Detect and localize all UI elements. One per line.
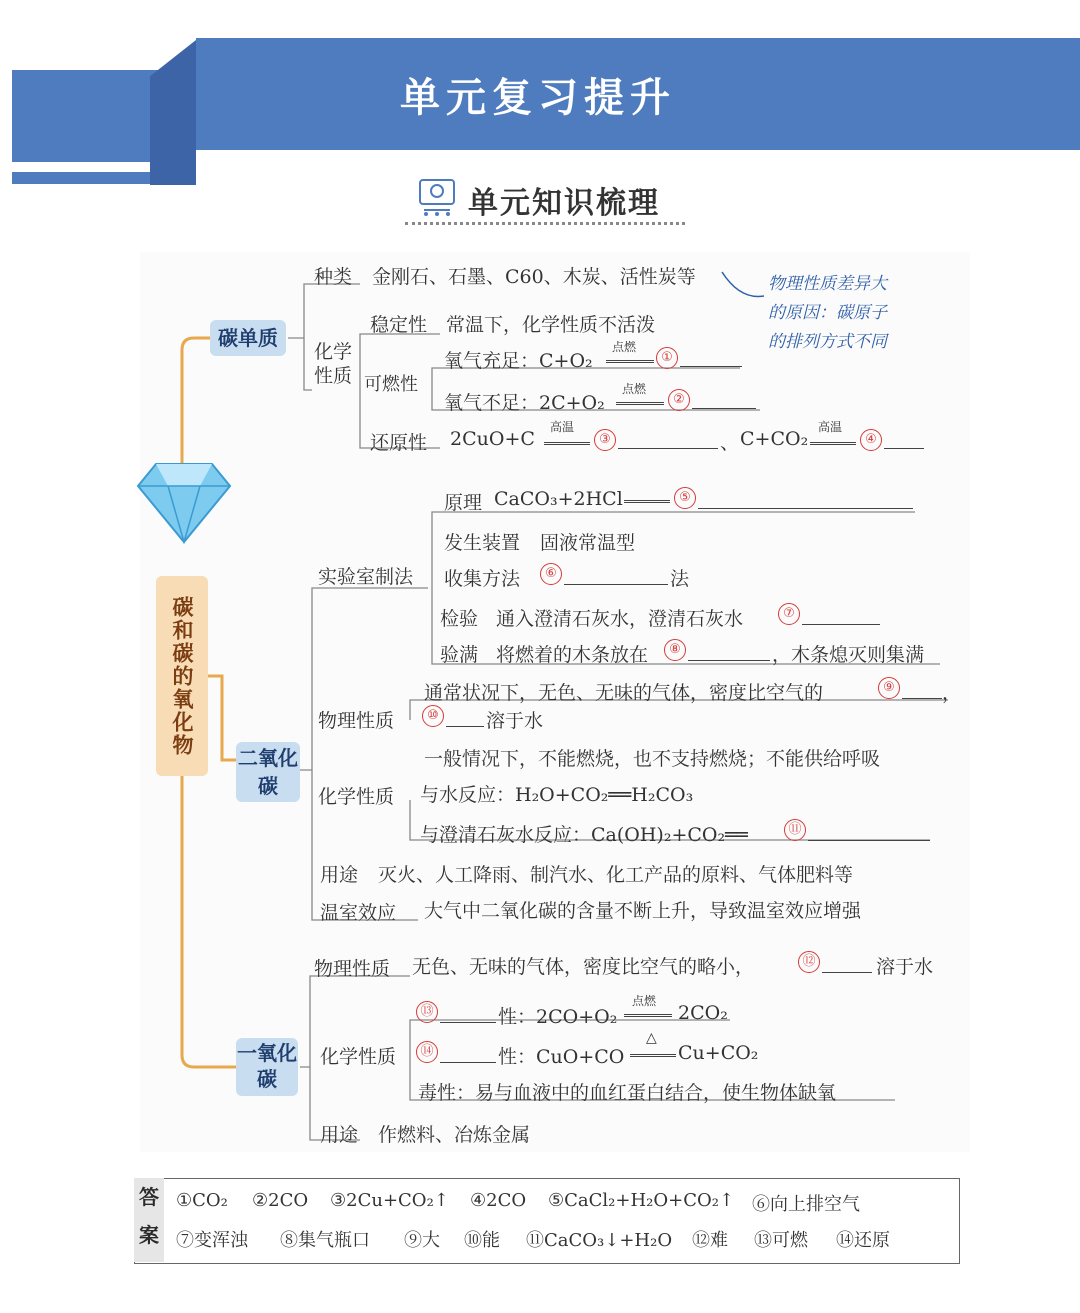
reduction-equation-2: C+CO₂ (740, 428, 809, 450)
answer-blank-8 (664, 638, 686, 661)
answer-item: ⑤CaCl₂+H₂O+CO₂↑ (548, 1190, 735, 1211)
test-value: 通入澄清石灰水，澄清石灰水 (496, 608, 744, 630)
note-line: 的排列方式不同 (768, 332, 887, 352)
blank-line (884, 448, 924, 449)
co-flammable-product: 2CO₂ (678, 1002, 728, 1024)
blank-number: ⑭ (416, 1041, 438, 1063)
answer-blank-3 (594, 428, 616, 451)
answer-item: ⑦变浑浊 (176, 1230, 248, 1251)
answer-item: ④2CO (470, 1190, 527, 1211)
answer-blank-11 (784, 818, 806, 841)
reduction-equation-1: 2CuO+C (450, 428, 535, 450)
chem-property-label: 化学性质 (314, 341, 353, 387)
phys-property-label: 物理性质 (314, 958, 391, 980)
blank-number: ⑫ (798, 951, 820, 973)
device-value: 固液常温型 (540, 532, 636, 554)
blank-line (822, 972, 872, 973)
blank-number: ⑥ (540, 563, 562, 585)
reduction-label: 还原性 (370, 432, 428, 454)
blank-number: ② (668, 389, 690, 411)
answer-blank-13 (416, 1000, 438, 1023)
stability-value: 常温下，化学性质不活泼 (446, 314, 656, 336)
blank-line (564, 584, 668, 585)
reaction-equals (616, 402, 664, 405)
phys-value: 无色、无味的气体，密度比空气的略小， (412, 956, 755, 978)
answer-blank-9 (878, 676, 900, 699)
use-value: 灭火、人工降雨、制汽水、化工产品的原料、气体肥料等 (378, 864, 854, 886)
reaction-equals (544, 442, 590, 445)
blank-number: ⑦ (778, 603, 800, 625)
phys-suffix: 溶于水 (876, 956, 934, 978)
collect-label: 收集方法 (444, 568, 521, 590)
answer-blank-7 (778, 602, 800, 625)
co-reduction-equation: 性：CuO+CO (498, 1046, 625, 1068)
chem-line-2: 与水反应：H₂O+CO₂══H₂CO₃ (420, 784, 694, 806)
full-label: 验满 (440, 644, 479, 666)
use-label: 用途 (320, 1124, 359, 1146)
answer-item: ⑥向上排空气 (752, 1194, 860, 1215)
reaction-equals (624, 1014, 672, 1017)
note-line: 的原因：碳原子 (768, 303, 887, 323)
burn-equation-2: 氧气不足：2C+O₂ (444, 392, 605, 414)
collect-suffix: 法 (670, 568, 690, 590)
co-flammable-equation: 性：2CO+O₂ (498, 1006, 618, 1028)
use-value: 作燃料、冶炼金属 (378, 1124, 531, 1146)
kind-value: 金刚石、石墨、C60、木炭、活性炭等 (372, 266, 696, 288)
separator: 、 (720, 432, 740, 454)
blank-line (698, 508, 913, 509)
full-value: 将燃着的木条放在 (496, 644, 649, 666)
greenhouse-label: 温室效应 (320, 902, 397, 924)
reaction-equals (606, 360, 654, 363)
answer-label-text: 答案 (139, 1185, 159, 1247)
condition-ignite: 点燃 (622, 382, 647, 396)
blank-number: ⑬ (416, 1001, 438, 1023)
diamond-icon (136, 462, 232, 548)
blank-number: ⑩ (422, 705, 444, 727)
condition-high-temp: 高温 (550, 420, 575, 434)
greenhouse-value: 大气中二氧化碳的含量不断上升，导致温室效应增强 (424, 900, 862, 922)
phys-line-2: 溶于水 (486, 710, 544, 732)
full-suffix: ，木条熄灭则集满 (772, 644, 925, 666)
node-carbon-dioxide: 二氧化碳 (236, 742, 300, 802)
flammability-label: 可燃性 (364, 374, 418, 395)
reaction-equals (630, 1054, 676, 1057)
answer-item: ③2Cu+CO₂↑ (330, 1190, 449, 1211)
answer-item: ①CO₂ (176, 1190, 228, 1211)
burn-equation-1: 氧气充足：C+O₂ (444, 350, 593, 372)
node-carbon-elements: 碳单质 (210, 320, 286, 356)
answer-item: ⑪CaCO₃↓+H₂O (526, 1230, 673, 1251)
section-heading: 单元知识梳理 (468, 186, 660, 221)
lab-prep-label: 实验室制法 (318, 566, 414, 588)
answer-item: ②2CO (252, 1190, 309, 1211)
page-title: 单元复习提升 (400, 75, 676, 121)
condition-ignite: 点燃 (612, 340, 637, 354)
note-physical-difference (768, 270, 887, 357)
blank-number: ④ (860, 429, 882, 451)
answer-item: ⑫难 (692, 1230, 728, 1251)
condition-heat: △ (646, 1030, 657, 1046)
blank-number: ⑧ (664, 639, 686, 661)
blank-line (688, 660, 770, 661)
condition-ignite: 点燃 (632, 994, 657, 1008)
answer-blank-14 (416, 1040, 438, 1063)
blank-line (440, 1062, 496, 1063)
co-toxicity: 毒性：易与血液中的血红蛋白结合，使生物体缺氧 (418, 1082, 837, 1104)
blank-line (808, 840, 930, 841)
condition-high-temp: 高温 (818, 420, 843, 434)
answer-blank-12 (798, 950, 820, 973)
blank-number: ⑤ (674, 487, 696, 509)
blank-number: ⑨ (878, 677, 900, 699)
device-label: 发生装置 (444, 532, 521, 554)
blank-number: ⑪ (784, 819, 806, 841)
chem-property-label: 化学性质 (318, 786, 395, 808)
answer-blank-2 (668, 388, 690, 411)
answer-blank-1 (656, 346, 678, 369)
phys-line-1: 通常状况下，无色、无味的气体，密度比空气的 (424, 682, 824, 704)
answer-item: ⑩能 (464, 1230, 500, 1251)
note-line: 物理性质差异大 (768, 274, 887, 294)
answer-blank-10 (422, 704, 444, 727)
reaction-equals (624, 500, 670, 503)
use-label: 用途 (320, 864, 359, 886)
stability-label: 稳定性 (370, 314, 428, 336)
co-reduction-product: Cu+CO₂ (678, 1042, 759, 1064)
principle-equation: CaCO₃+2HCl (494, 488, 623, 510)
node-carbon-monoxide: 一氧化碳 (236, 1038, 298, 1096)
blank-line (692, 408, 756, 409)
answer-blank-5 (674, 486, 696, 509)
blank-line (618, 448, 718, 449)
answer-item: ⑧集气瓶口 (280, 1230, 370, 1251)
answer-blank-4 (860, 428, 882, 451)
blank-number: ① (656, 347, 678, 369)
test-label: 检验 (440, 608, 479, 630)
chem-property-label: 化学性质 (320, 1046, 397, 1068)
blank-number: ③ (594, 429, 616, 451)
root-node: 碳和碳的氧化物 (156, 576, 208, 776)
answer-item: ⑭还原 (836, 1230, 890, 1251)
answer-item: ⑬可燃 (754, 1230, 808, 1251)
phys-property-label: 物理性质 (318, 710, 395, 732)
blank-line (680, 366, 742, 367)
blank-line (902, 698, 942, 699)
principle-label: 原理 (444, 492, 483, 514)
reaction-equals (810, 442, 856, 445)
kind-label: 种类 (314, 266, 353, 288)
phys-line-1-suffix: ， (942, 682, 962, 704)
answer-label (134, 1178, 164, 1262)
chem-line-1: 一般情况下，不能燃烧，也不支持燃烧；不能供给呼吸 (424, 748, 881, 770)
blank-line (802, 624, 880, 625)
answer-item: ⑨大 (404, 1230, 440, 1251)
blank-line (440, 1022, 496, 1023)
answer-blank-6 (540, 562, 562, 585)
blank-line (446, 726, 484, 727)
chem-line-3: 与澄清石灰水反应：Ca(OH)₂+CO₂══ (420, 824, 748, 846)
